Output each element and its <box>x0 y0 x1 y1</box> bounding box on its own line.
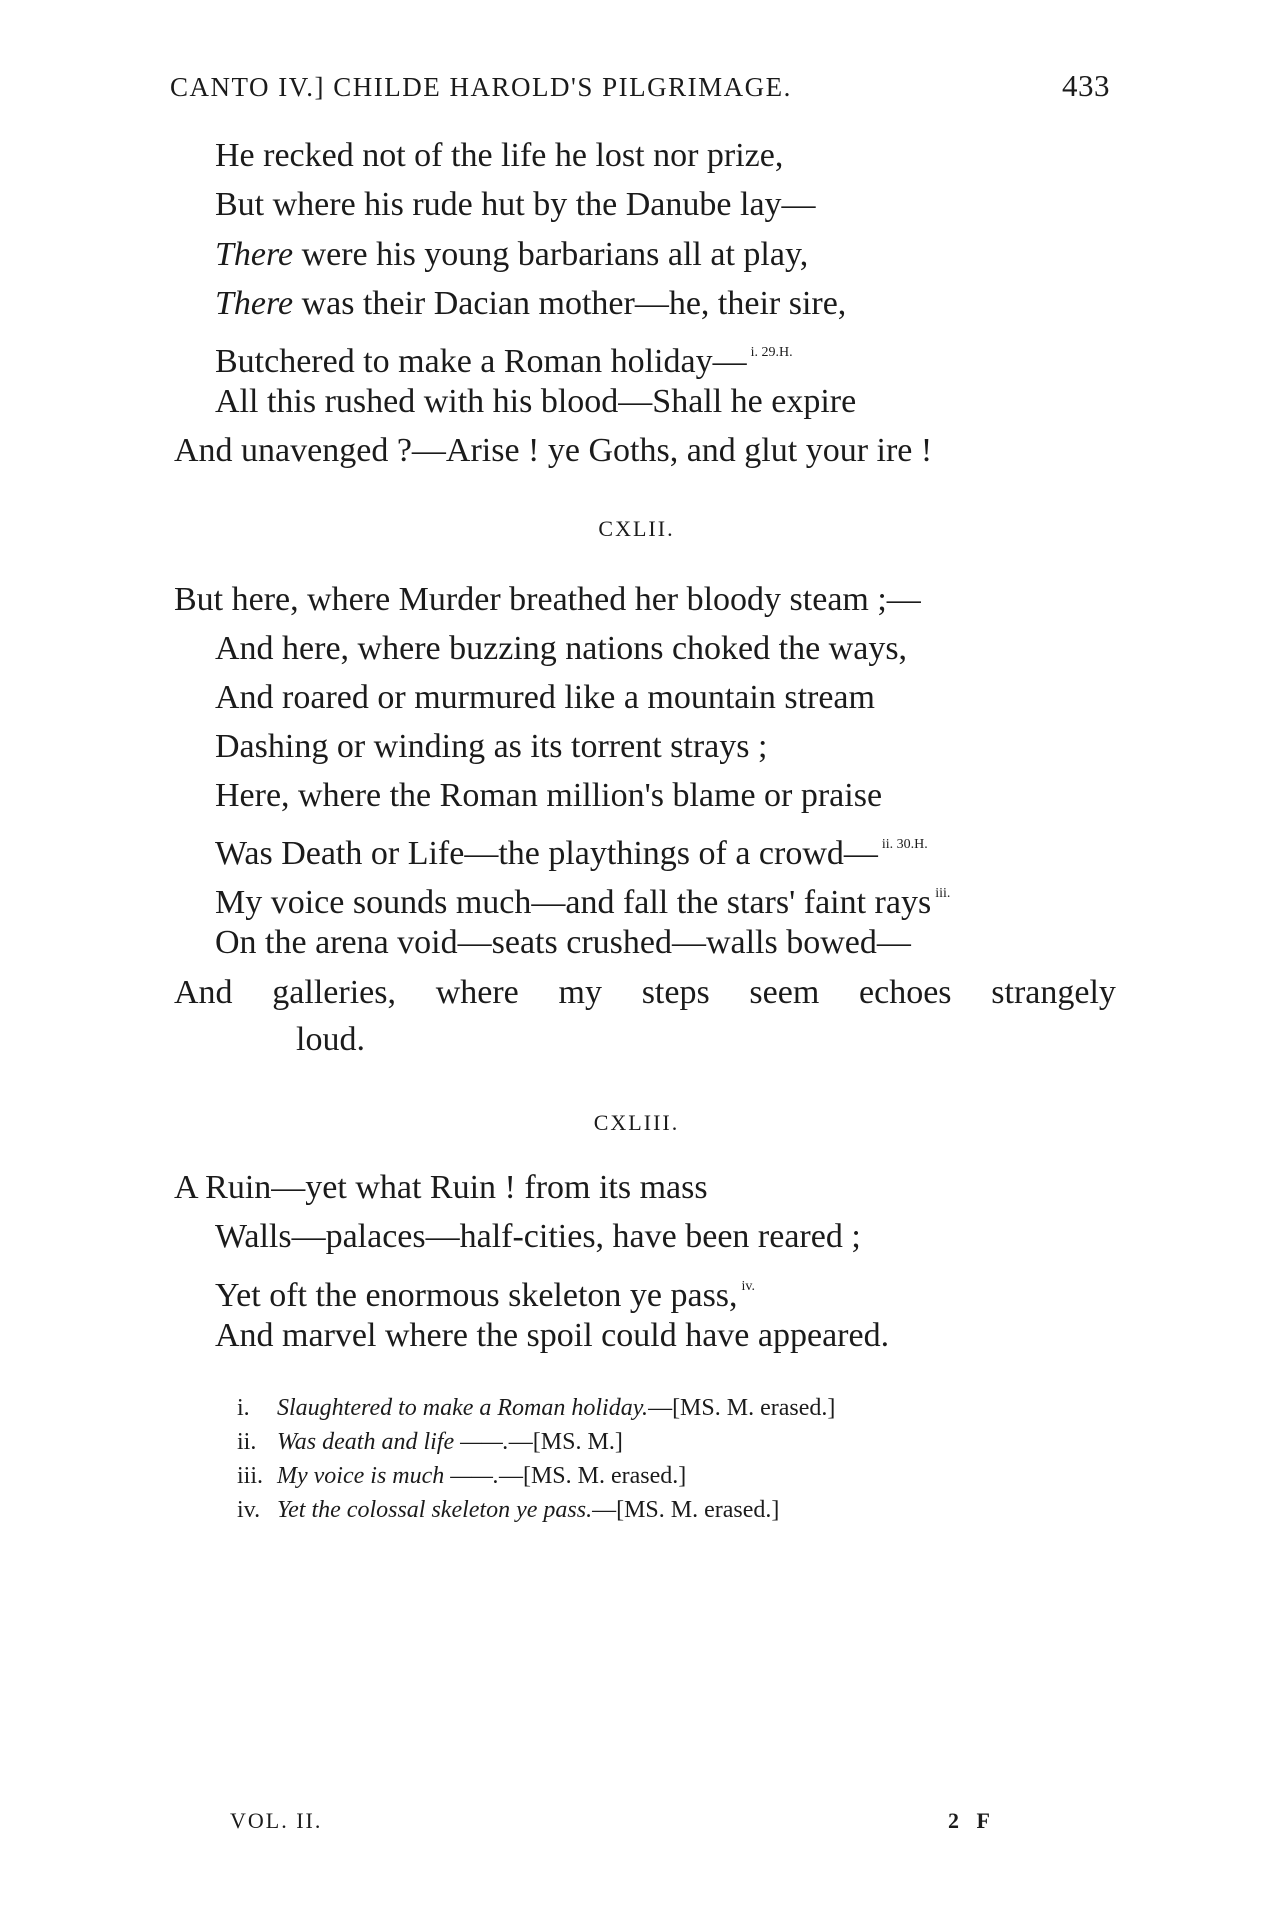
verse-line <box>174 973 1116 1013</box>
footnote-source: —[MS. M.] <box>508 1429 623 1455</box>
running-head <box>170 70 1110 110</box>
footnote-text: My voice is much ——. <box>277 1463 499 1489</box>
verse-word: echoes <box>859 974 952 1011</box>
verse-word: strangely <box>991 974 1116 1011</box>
verse-line <box>215 874 950 923</box>
note-reference: iv. <box>741 1279 756 1294</box>
verse-text: was their Dacian mother—he, their sire, <box>293 285 847 322</box>
note-reference: i. 29.H. <box>750 345 793 360</box>
footnote-text: Slaughtered to make a Roman holiday. <box>277 1395 649 1421</box>
verse-line: And here, where buzzing nations choked the ways, <box>215 630 908 667</box>
volume-signature: VOL. II. <box>230 1808 323 1833</box>
verse-line <box>215 235 808 275</box>
footnote-source: —[MS. M. erased.] <box>592 1497 780 1523</box>
verse-line <box>215 1267 755 1316</box>
footnote <box>237 1495 779 1525</box>
footnote-text: Was death and life ——. <box>277 1429 509 1455</box>
footnote-source: —[MS. M. erased.] <box>648 1395 836 1421</box>
verse-line: And unavenged ?—Arise ! ye Goths, and glut your ire ! <box>174 432 933 469</box>
verse-word: steps <box>641 974 710 1011</box>
footnote-number: iv. <box>237 1497 261 1523</box>
verse-line: But where his rude hut by the Danube lay— <box>215 186 816 223</box>
verse-line: But here, where Murder breathed her bloody steam ;— <box>174 581 921 618</box>
page-number: 433 <box>1062 68 1110 103</box>
verse-line: loud. <box>296 1021 365 1058</box>
verse-line: He recked not of the life he lost nor prize, <box>215 137 784 174</box>
verse-line: On the arena void—seats crushed—walls bowed— <box>215 924 911 961</box>
italic-word: There <box>215 236 294 273</box>
verse-word: And <box>174 974 233 1011</box>
verse-text: My voice sounds much—and fall the stars' faint rays <box>215 884 932 921</box>
verse-line: Here, where the Roman million's blame or praise <box>215 777 883 814</box>
verse-line: And roared or murmured like a mountain stream <box>215 679 875 716</box>
footnote-number: iii. <box>237 1463 264 1489</box>
verse-word: where <box>435 974 519 1011</box>
verse-line: Dashing or winding as its torrent strays ; <box>215 728 768 765</box>
footnote-number: i. <box>237 1395 250 1421</box>
footnote <box>237 1427 623 1457</box>
footnote-number: ii. <box>237 1429 257 1455</box>
verse-line: Walls—palaces—half-cities, have been reared ; <box>215 1218 861 1255</box>
verse-line <box>215 825 928 874</box>
verse-line <box>215 284 846 324</box>
verse-line: A Ruin—yet what Ruin ! from its mass <box>174 1169 708 1206</box>
verse-word: my <box>558 974 602 1011</box>
verse-line: And marvel where the spoil could have appeared. <box>215 1317 890 1354</box>
sheet-signature: 2 F <box>948 1808 996 1833</box>
verse-word: galleries, <box>272 974 396 1011</box>
verse-text: were his young barbarians all at play, <box>293 236 809 273</box>
footnote-text: Yet the colossal skeleton ye pass. <box>277 1497 593 1523</box>
note-reference: ii. 30.H. <box>881 837 928 852</box>
stanza-heading: CXLIII. <box>593 1110 680 1135</box>
verse-text: Yet oft the enormous skeleton ye pass, <box>215 1277 738 1314</box>
footnote <box>237 1461 686 1491</box>
verse-text: Butchered to make a Roman holiday— <box>215 343 747 380</box>
verse-text: Was Death or Life—the playthings of a crowd— <box>215 835 878 872</box>
footnote <box>237 1393 835 1423</box>
verse-line <box>215 333 793 382</box>
stanza-heading: CXLII. <box>598 516 675 541</box>
verse-line: All this rushed with his blood—Shall he expire <box>215 383 857 420</box>
running-title: CANTO IV.] CHILDE HAROLD'S PILGRIMAGE. <box>170 72 792 102</box>
note-reference: iii. <box>935 886 951 901</box>
verse-word: seem <box>749 974 820 1011</box>
footnote-source: —[MS. M. erased.] <box>498 1463 687 1489</box>
italic-word: There <box>215 285 294 322</box>
